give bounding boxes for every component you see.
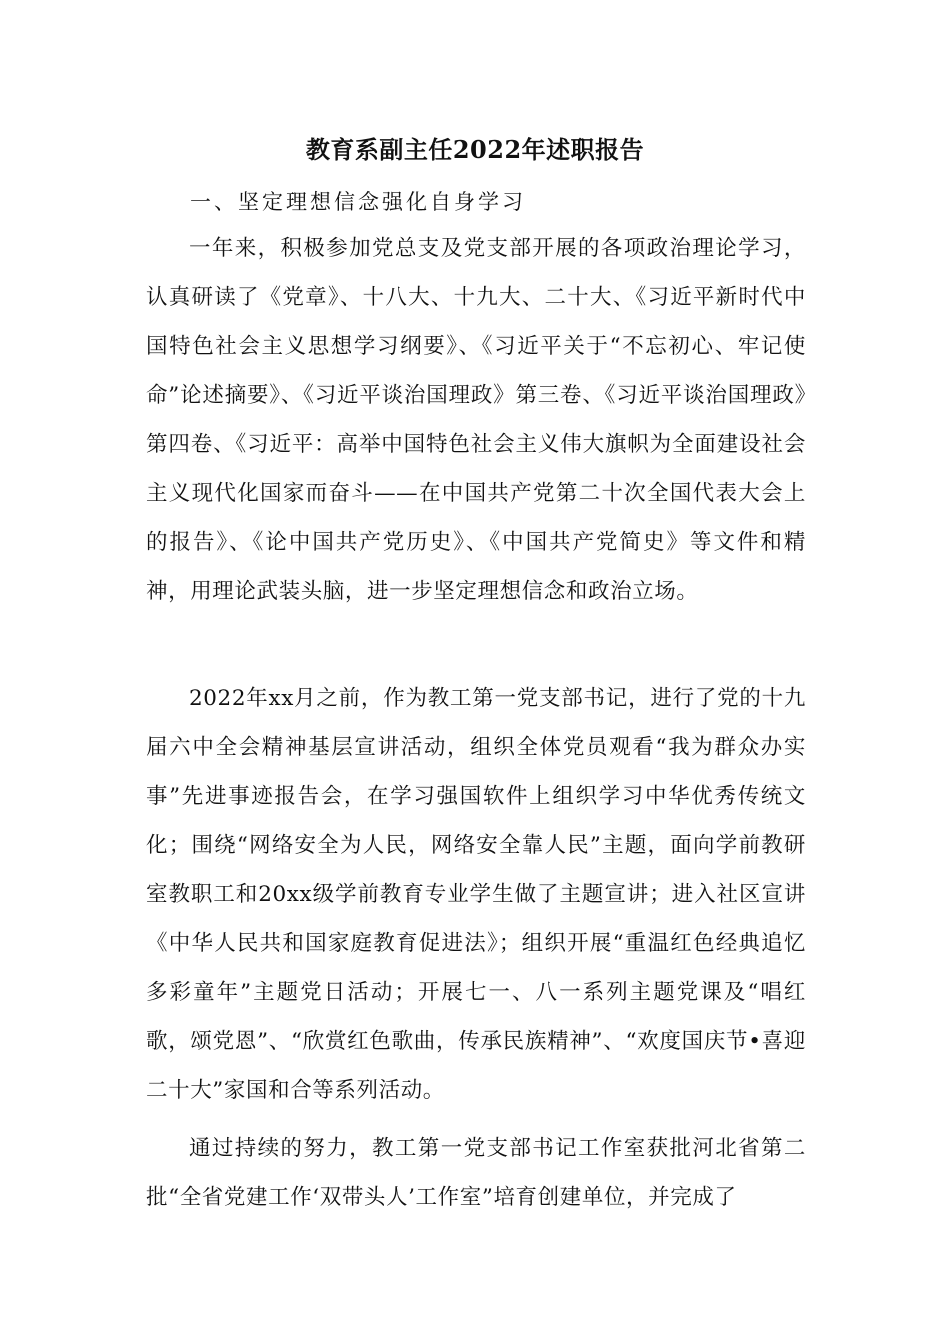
paragraph-achievements: 通过持续的努力，教工第一党支部书记工作室获批河北省第二批“全省党建工作‘双带头人’工作室”培育创建单位，并完成了 <box>146 1136 806 1210</box>
paragraph-activities: 2022年xx月之前，作为教工第一党支部书记，进行了党的十九届六中全会精神基层宣讲活动，组织全体党员观看“我为群众办实事”先进事迹报告会，在学习强国软件上组织学习中华优秀传统文化；围绕“网络安全为人民，网络安全靠人民”主题，面向学前教研室教职工和20xx级学前教育专业学生做了主题宣讲；进入社区宣讲《中华人民共和国家庭教育促进法》；组织开展“重温红色经典追忆多彩童年”主题党日活动；开展七一、八一系列主题党课及“唱红歌，颂党恩”、“欣赏红色歌曲，传承民族精神”、“欢度国庆节•喜迎二十大”家国和合等系列活动。 <box>146 686 806 1103</box>
document-title: 教育系副主任2022年述职报告 <box>305 135 645 164</box>
section-heading: 一、坚定理想信念强化自身学习 <box>190 190 526 214</box>
paragraph-study: 一年来，积极参加党总支及党支部开展的各项政治理论学习，认真研读了《党章》、十八大、十九大、二十大、《习近平新时代中国特色社会主义思想学习纲要》、《习近平关于“不忘初心、牢记使命”论述摘要》、《习近平谈治国理政》第三卷、《习近平谈治国理政》第四卷、《习近平：高举中国特色社会主义伟大旗帜为全面建设社会主义现代化国家而奋斗——在中国共产党第二十次全国代表大会上的报告》、《论中国共产党历史》、《中国共产党简史》等文件和精神，用理论武装头脑，进一步坚定理想信念和政治立场。 <box>146 236 806 604</box>
